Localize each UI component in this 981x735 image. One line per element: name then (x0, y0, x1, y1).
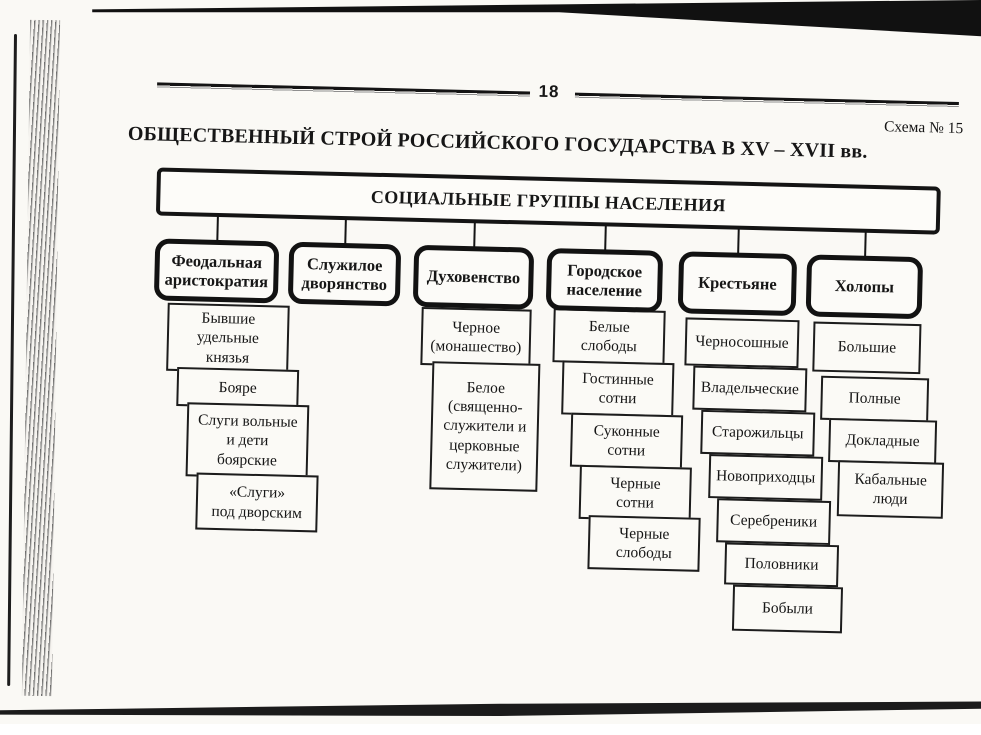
member-box (186, 402, 310, 479)
member-box (195, 473, 318, 533)
member-box-label: Серебреники (729, 511, 818, 532)
member-box-label: Половники (744, 555, 819, 575)
member-box (579, 465, 692, 522)
member-box-label: Большие (837, 338, 897, 357)
category-box (154, 238, 279, 303)
category-box-label: Городское население (566, 260, 643, 301)
member-box-label: Слуги вольные и дети боярские (197, 411, 298, 470)
member-box-label: Бывшие удельные князья (196, 309, 260, 367)
category-box (546, 248, 663, 313)
category-box-label: Служилое дворянство (301, 253, 388, 295)
member-box (820, 376, 929, 423)
member-box-label: Новоприходцы (715, 467, 816, 488)
page-title: ОБЩЕСТВЕННЫЙ СТРОЙ РОССИЙСКОГО ГОСУДАРСТВА В XV – XVII вв. (127, 122, 868, 163)
member-box-label: Белые слободы (580, 317, 637, 356)
member-box (429, 361, 540, 492)
member-box (700, 410, 815, 457)
member-box-label: «Слуги» под дворским (211, 483, 303, 522)
member-box (716, 498, 831, 545)
member-box (570, 413, 683, 470)
member-box (561, 360, 674, 417)
member-box-label: Старожильцы (711, 423, 804, 443)
scheme-number-label: Схема № 15 (883, 118, 964, 138)
member-box-label: Черное (монашество) (430, 318, 522, 357)
category-box-label: Феодальная аристократия (164, 250, 269, 292)
member-box-label: Черные сотни (610, 474, 661, 512)
member-box (692, 366, 807, 413)
category-box (678, 251, 797, 316)
root-box-label: СОЦИАЛЬНЫЕ ГРУППЫ НАСЕЛЕНИЯ (370, 186, 727, 215)
root-box (156, 167, 941, 234)
member-box (828, 418, 937, 465)
member-box-label: Черносошные (695, 333, 789, 353)
member-box-label: Полные (848, 389, 901, 409)
page-number: 18 (538, 81, 560, 102)
member-box (684, 317, 799, 368)
member-box (166, 303, 290, 374)
member-box-label: Черные слободы (615, 524, 672, 563)
member-box-label: Владельческие (700, 379, 800, 399)
category-box (413, 245, 534, 310)
category-box-label: Духовенство (426, 266, 521, 288)
member-box (587, 515, 700, 572)
category-box (288, 242, 401, 307)
member-box (837, 460, 944, 519)
member-box-label: Бобыли (761, 599, 814, 619)
member-box (420, 307, 531, 368)
member-box-label: Докладные (845, 431, 920, 451)
member-box (552, 308, 665, 365)
category-box (806, 254, 923, 319)
member-box-label: Кабальные люди (854, 470, 928, 508)
member-box (812, 322, 921, 375)
member-box-label: Гостинные сотни (582, 369, 655, 408)
member-box-label: Белое (священно- служители и церковные служители) (443, 379, 527, 475)
category-box-label: Холопы (834, 276, 895, 297)
member-box (724, 542, 839, 587)
member-box (732, 585, 843, 634)
header-rule-left (157, 82, 530, 97)
member-box (708, 454, 823, 501)
header-rule-right (575, 93, 959, 108)
member-box-label: Суконные сотни (593, 421, 661, 460)
member-box-label: Бояре (218, 378, 257, 397)
category-box-label: Крестьяне (697, 272, 777, 294)
